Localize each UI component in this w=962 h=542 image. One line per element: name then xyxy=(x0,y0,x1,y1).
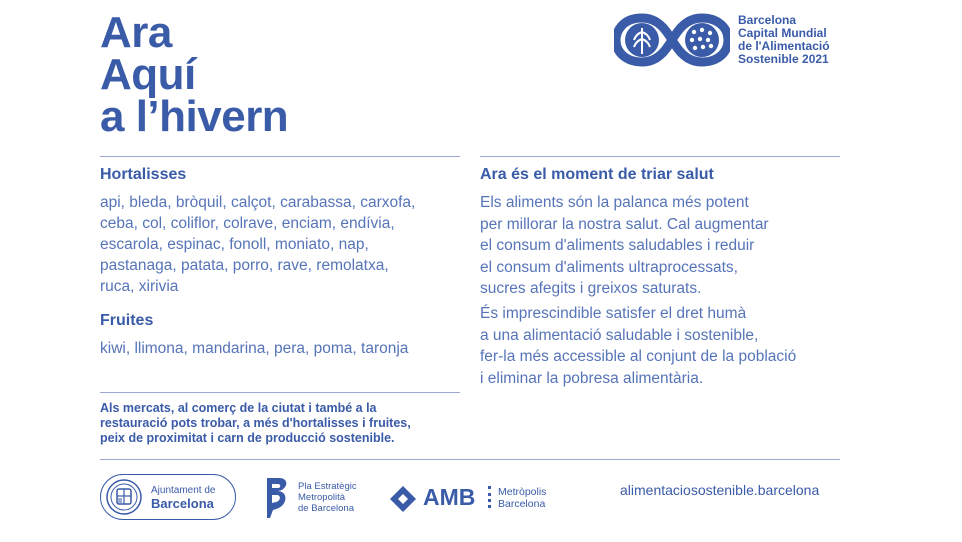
para-line: fer-la més accessible al conjunt de la població xyxy=(480,348,797,365)
headline-line-3: a l’hivern xyxy=(100,92,289,141)
divider xyxy=(100,392,460,393)
brand-line: Sostenible 2021 xyxy=(738,52,829,66)
hortalisses-title: Hortalisses xyxy=(100,166,187,183)
pla-line: Pla Estratègic xyxy=(298,481,357,492)
metropolis-text xyxy=(498,486,546,510)
brand-line: de l'Alimentació xyxy=(738,39,830,53)
ajuntament-line-2: Barcelona xyxy=(151,496,214,511)
city-seal-icon xyxy=(105,478,143,516)
ajuntament-line-1: Ajuntament de xyxy=(151,485,216,496)
footer-divider xyxy=(100,459,840,460)
fruites-list xyxy=(100,338,408,359)
list-line: escarola, espinac, fonoll, moniato, nap, xyxy=(100,236,369,253)
markets-note xyxy=(100,401,411,446)
pla-line: de Barcelona xyxy=(298,503,354,514)
para-line: Els aliments són la palanca més potent xyxy=(480,194,749,211)
infinity-logo-icon xyxy=(614,12,730,68)
amb-diamond-icon xyxy=(388,484,418,514)
headline-line-1: Ara xyxy=(100,8,172,57)
para-line: el consum d'aliments ultraprocessats, xyxy=(480,258,738,276)
headline-line-2: Aquí xyxy=(100,50,196,99)
salut-paragraph-1 xyxy=(480,192,769,300)
para-line: el consum d'aliments saludables i reduir xyxy=(480,237,755,254)
amb-text: AMB xyxy=(423,484,476,510)
note-line: restauració pots trobar, a més d'hortalisses i fruites, xyxy=(100,416,411,430)
salut-paragraph-2 xyxy=(480,303,796,389)
pla-estrategic-icon xyxy=(264,476,290,520)
hortalisses-list xyxy=(100,192,415,297)
website-link[interactable]: alimentaciosostenible.barcelona xyxy=(620,482,820,498)
note-line: Als mercats, al comerç de la ciutat i també a la xyxy=(100,401,377,415)
para-line: És imprescindible satisfer el dret humà xyxy=(480,305,747,322)
brand-line: Capital Mundial xyxy=(738,26,827,40)
para-line: per millorar la nostra salut. Cal augmentar xyxy=(480,215,769,233)
list-line: pastanaga, patata, porro, rave, remolatxa, xyxy=(100,257,389,274)
divider xyxy=(100,156,460,157)
fruites-title: Fruites xyxy=(100,312,154,329)
para-line: i eliminar la pobresa alimentària. xyxy=(480,369,704,387)
metropolis-line: Metròpolis xyxy=(498,486,547,498)
list-line: kiwi, llimona, mandarina, pera, poma, taronja xyxy=(100,340,409,357)
ajuntament-logo xyxy=(100,474,236,520)
pla-estrategic-text xyxy=(298,481,357,514)
metropolis-line: Barcelona xyxy=(498,498,546,510)
brand-line: Barcelona xyxy=(738,13,797,27)
headline xyxy=(100,8,289,141)
list-line: api, bleda, bròquil, calçot, carabassa, carxofa, xyxy=(100,194,416,211)
list-line: ruca, xirivia xyxy=(100,278,179,295)
note-line: peix de proximitat i carn de producció sostenible. xyxy=(100,431,395,445)
para-line: a una alimentació saludable i sostenible, xyxy=(480,326,759,344)
ajuntament-text xyxy=(151,484,216,510)
list-line: ceba, col, coliflor, colrave, enciam, endívia, xyxy=(100,215,395,232)
amb-separator xyxy=(488,486,494,508)
pla-line: Metropolità xyxy=(298,492,345,503)
para-line: sucres afegits i greixos saturats. xyxy=(480,280,702,297)
salut-title: Ara és el moment de triar salut xyxy=(480,166,714,183)
brand-text xyxy=(738,14,830,66)
divider xyxy=(480,156,840,157)
